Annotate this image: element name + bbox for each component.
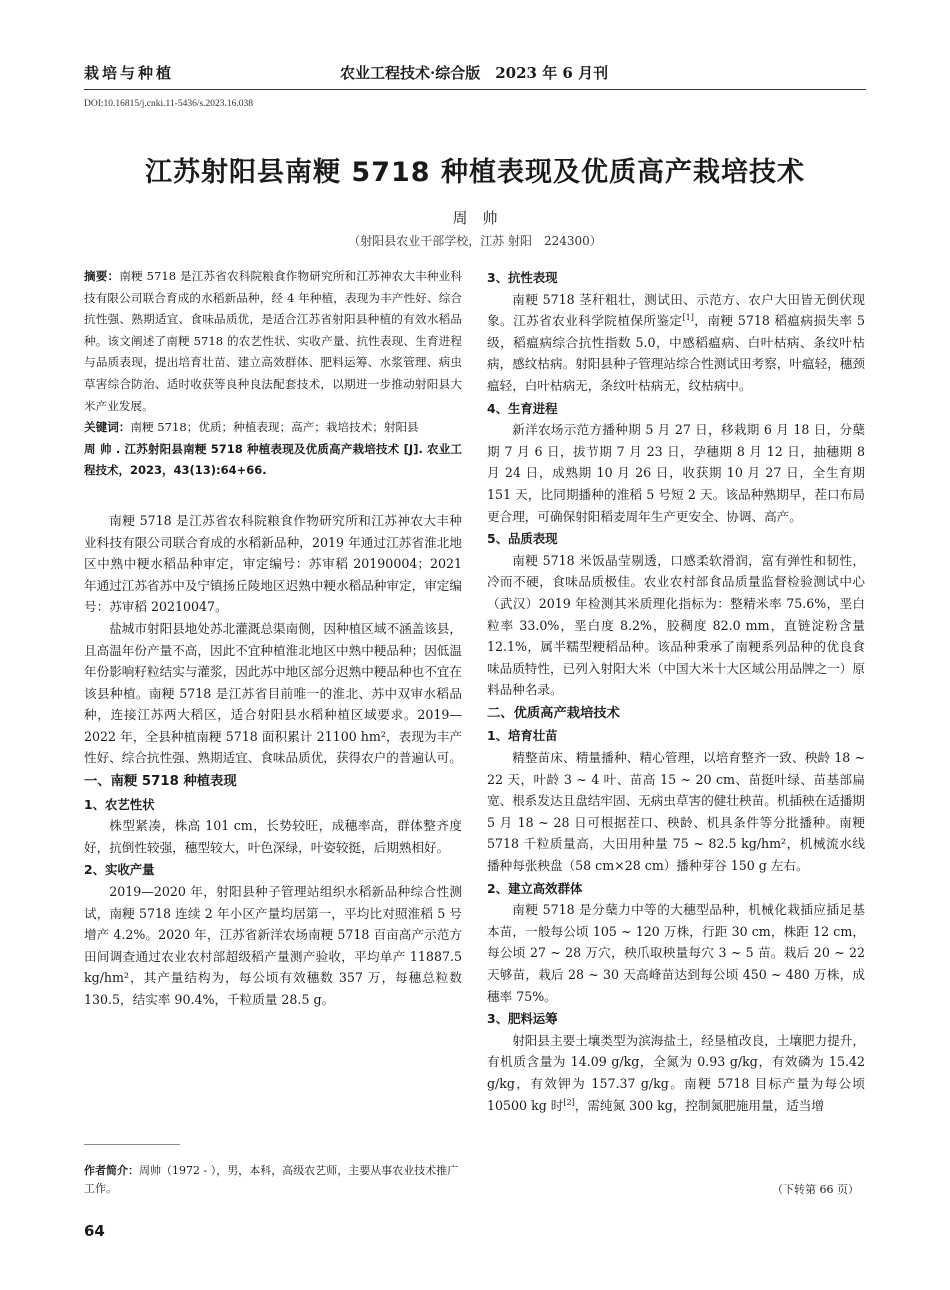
section-heading-1: 一、南粳 5718 种植表现 [84,774,237,790]
article-title: 江苏射阳县南粳 5718 种植表现及优质高产栽培技术 [145,157,805,188]
subsection-heading-fertilizer: 3、肥料运筹 [487,1011,558,1027]
text-span: ，南粳 5718 稻瘟病损失率 5 级，稻瘟病综合抗性指数 5.0，中感稻瘟病、白叶枯病、条纹叶枯病，感纹枯病。射阳县种子管理站综合性测试田考察，叶瘟轻，穗颈瘟轻，白叶枯病无，条纹叶枯病无，纹枯病中。 [487,313,865,393]
text-span: 射阳县主要土壤类型为滨海盐土，经垦植改良，土壤肥力提升，有机质含量为 14.09 g/kg，全氮为 0.93 g/kg，有效磷为 15.42 g/kg，有效钾为 157.37 g/kg。南粳 5718 目标产量为每公顷 10500 kg 时 [487,1032,865,1113]
abstract-label: 摘要： [84,269,120,283]
paragraph-yield: 2019—2020 年，射阳县种子管理站组织水稻新品种综合性测试，南粳 5718 连续 2 年小区产量均居第一，平均比对照淮稻 5 号增产 4.2%。2020 年，江苏省新洋农场南粳 5718 百亩高产示范方田间调查通过农业农村部超级稻产量测产验收，平均单产 11887.5 kg/hm²，其产量结构为，每公顷有效穗数 357 万，每穗总粒数 130.5，结实率 90.4%，千粒质量 28.5 g。 [84,884,462,1007]
paragraph-resistance [487,289,865,397]
running-header-journal: 农业工程技术·综合版 2023 年 6 月刊 [340,64,609,82]
section-heading-2: 二、优质高产栽培技术 [487,705,620,721]
right-column [487,266,865,1116]
paragraph-growth: 新洋农场示范方播种期 5 月 27 日，移栽期 6 月 18 日，分蘖期 7 月 6 日，拔节期 7 月 23 日，孕穗期 8 月 12 日，抽穗期 8 月 24 日，成熟期 10 月 26 日，收获期 10 月 27 日，全生育期 151 天，比同期播种的淮稻 5 号短 2 天。该品种熟期早，茬口布局更合理，可确保射阳稻麦周年生产更安全、协调、高产。 [487,422,865,524]
running-header-section: 栽培与种植 [84,64,175,82]
reference-mark: [1] [682,313,694,322]
text-span: ，需纯氮 300 kg，控制氮肥施用量，适当增 [574,1097,824,1113]
paragraph-agronomic: 株型紧凑，株高 101 cm，长势较旺，成穗率高，群体整齐度好，抗倒性较强，穗型较大，叶色深绿，叶姿较挺，后期熟相好。 [84,818,462,855]
paragraph-fertilizer [487,1030,865,1116]
paragraph-seedlings: 精整苗床、精量播种、精心管理，以培育整齐一致、秧龄 18 ~ 22 天，叶龄 3 ~ 4 叶、苗高 15 ~ 20 cm、苗挺叶绿、苗基部扁宽、根系发达且盘结牢固、无病虫草害的健壮秧苗。机插秧在适播期 5 月 18 ~ 28 日可根据茬口、秧龄、机具条件等分批播种。南粳 5718 千粒质量高，大田用种量 75 ~ 82.5 kg/hm²，机械流水线播种每张秧盘（58 cm×28 cm）播种芽谷 150 g 左右。 [487,750,865,874]
intro-paragraph: 盐城市射阳县地处苏北灌溉总渠南侧，因种植区域不涵盖该县，且高温年份产量不高，因此不宜种植淮北地区中熟中粳品种；因低温年份影响籽粒结实与灌浆，因此苏中地区部分迟熟中粳品种也不宜在该县种植。南粳 5718 是江苏省目前唯一的淮北、苏中双审水稻品种，连接江苏两大稻区，适合射阳县水稻种植区域要求。2019—2022 年，全县种植南粳 5718 面积累计 21100 hm²，表现为丰产性好、综合抗性强、熟期适宜、食味品质优，获得农户的普遍认可。 [84,620,462,766]
page-number: 64 [84,1222,105,1240]
abstract-text: 南粳 5718 是江苏省农科院粮食作物研究所和江苏神农大丰种业科技有限公司联合育成的水稻新品种，经 4 年种植，表现为丰产性好、综合抗性强、熟期适宜、食味品质优，是适合江苏省射阳县种植的有效水稻品种。该文阐述了南粳 5718 的农艺性状、实收产量、抗性表现、生育进程与品质表现，提出培育壮苗、建立高效群体、肥料运筹、水浆管理、病虫草害综合防治、适时收获等良种良法配套技术，以期进一步推动射阳县大米产业发展。 [84,269,462,413]
doi: DOI:10.16815/j.cnki.11-5436/s.2023.16.038 [84,99,254,109]
keywords-label: 关键词： [84,420,131,435]
abstract [84,266,462,417]
intro-paragraph: 南粳 5718 是江苏省农科院粮食作物研究所和江苏神农大丰种业科技有限公司联合育成的水稻新品种，2019 年通过江苏省淮北地区中熟中粳水稻品种审定，审定编号：苏审稻 20190004；2021 年通过江苏省苏中及宁镇扬丘陵地区迟熟中粳水稻品种审定，审定编号：苏审稻 20210047。 [84,512,462,615]
author-footnote [84,1162,462,1198]
paragraph-quality: 南粳 5718 米饭晶莹剔透，口感柔软滑润，富有弹性和韧性，冷而不硬，食味品质极佳。农业农村部食品质量监督检验测试中心（武汉）2019 年检测其米质理化指标为：整精米率 75.6%，垩白粒率 33.0%，垩白度 8.2%，胶稠度 82.0 mm，直链淀粉含量 12.1%，属半糯型粳稻品种。该品种秉承了南粳系列品种的优良食味品质特性，已列入射阳大米（中国大米十大区域公用品牌之一）原料品种名录。 [487,552,865,698]
author: 周 帅 [452,209,498,227]
subsection-heading-growth: 4、生育进程 [487,400,558,416]
subsection-heading-quality: 5、品质表现 [487,531,558,547]
affiliation: （射阳县农业干部学校，江苏 射阳 224300） [348,234,602,248]
subsection-heading-yield: 2、实收产量 [84,862,155,878]
footnote-text: 周帅（1972 - ），男，本科，高级农艺师，主要从事农业技术推广工作。 [84,1164,459,1195]
subsection-heading-resistance: 3、抗性表现 [487,270,558,285]
paragraph-population: 南粳 5718 是分蘖力中等的大穗型品种，机械化栽插应插足基本苗，一般每公顷 105 ~ 120 万株，行距 30 cm，株距 12 cm，每公顷 27 ~ 28 万穴，秧爪取秧量每穴 3 ~ 5 苗。栽后 20 ~ 22 天够苗，栽后 28 ~ 30 天高峰苗达到每公顷 450 ~ 480 万株，成穗率 75%。 [487,902,865,1004]
citation: 周 帅 . 江苏射阳县南粳 5718 种植表现及优质高产栽培技术 [J]. 农业工程技术，2023，43(13):64+66. [84,441,462,478]
footnote-divider [84,1144,180,1145]
subsection-heading-agronomic: 1、农艺性状 [84,796,155,812]
keywords [84,417,462,439]
subsection-heading-population: 2、建立高效群体 [487,880,583,896]
continued-note: （下转第 66 页） [772,1183,859,1196]
header-divider [84,89,866,90]
left-column [84,266,462,1011]
keywords-text: 南粳 5718；优质；种植表现；高产；栽培技术；射阳县 [130,420,419,435]
footnote-label: 作者简介： [84,1164,139,1177]
text-span: 南粳 5718 茎秆粗壮，测试田、示范方、农户大田皆无倒伏现象。江苏省农业科学院植保所鉴定 [487,291,865,329]
reference-mark: [2] [563,1097,575,1107]
subsection-heading-seedlings: 1、培育壮苗 [487,728,558,744]
